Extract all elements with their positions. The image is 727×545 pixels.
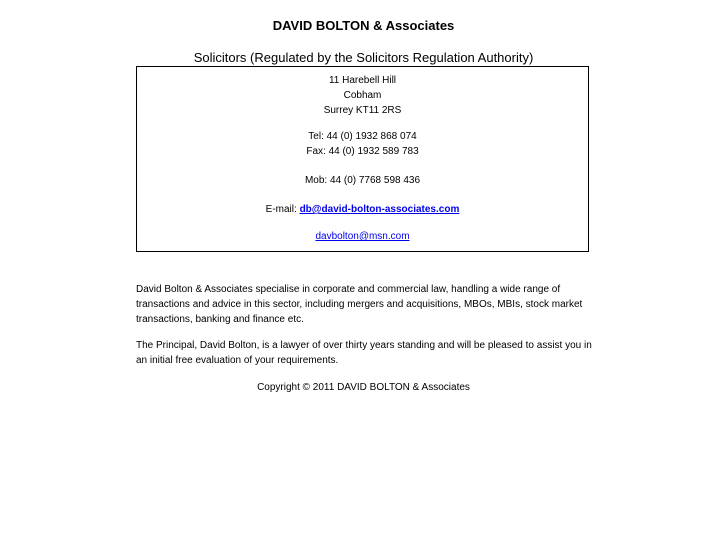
alt-email-row [137,230,588,244]
address-line-2: Cobham [343,90,382,101]
fax-number: Fax: 44 (0) 1932 589 783 [306,146,419,157]
contact-box [136,66,589,252]
mobile-number: Mob: 44 (0) 7768 598 436 [304,175,421,186]
alt-email-link[interactable]: davbolton@msn.com [315,231,410,242]
telephone-number: Tel: 44 (0) 1932 868 074 [308,131,417,142]
email-label: E-mail: [265,204,297,215]
intro-paragraph: David Bolton & Associates specialise in corporate and commercial law, handling a wide range of transactions and advice in this sector, including mergers and acquisitions, MBOs, MBIs, stock market transactions, banking and finance etc. [136,284,583,325]
page-subtitle: Solicitors (Regulated by the Solicitors Regulation Authority) [193,50,534,65]
copyright-notice: Copyright © 2011 DAVID BOLTON & Associates [257,382,470,393]
address-line-3: Surrey KT11 2RS [323,105,402,116]
email-link[interactable]: db@david-bolton-associates.com [299,204,460,215]
address-line-1: 11 Harebell Hill [328,75,397,86]
principal-paragraph: The Principal, David Bolton, is a lawyer of over thirty years standing and will be pleased to assist you in an initial free evaluation of your requirements. [136,340,592,366]
page-title: DAVID BOLTON & Associates [272,18,455,33]
email-row [137,203,588,217]
